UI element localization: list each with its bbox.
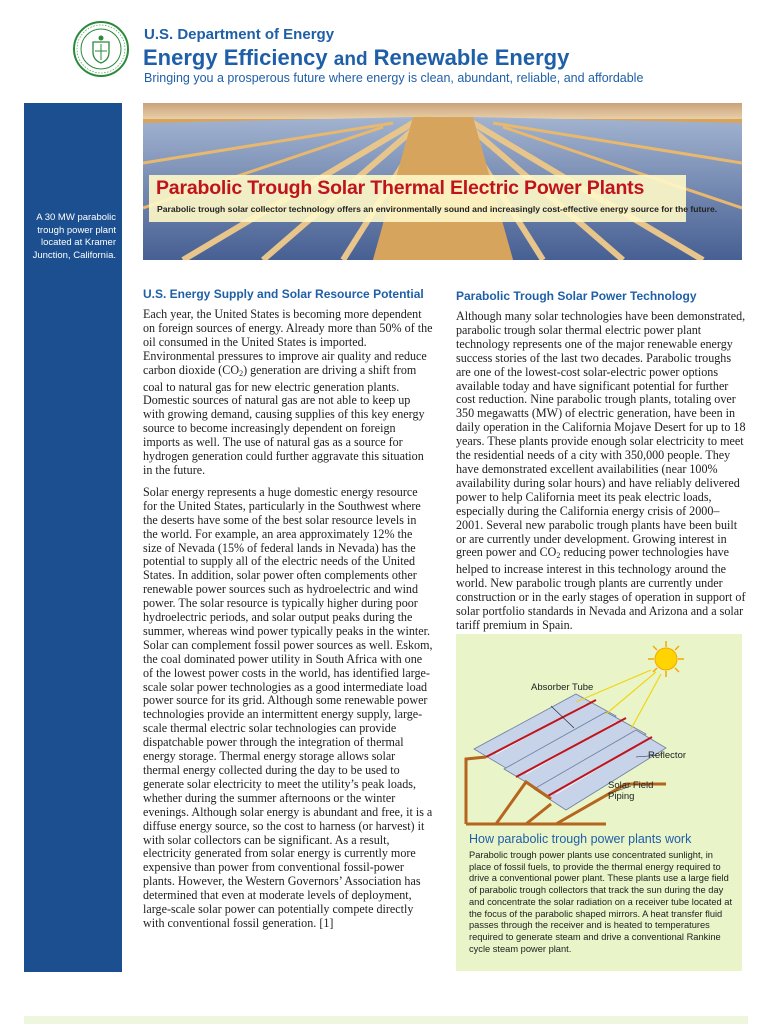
office-name	[143, 45, 569, 71]
tagline: Bringing you a prosperous future where energy is clean, abundant, reliable, and affordable	[144, 71, 644, 85]
left-column	[143, 287, 433, 939]
department-name: U.S. Department of Energy	[144, 26, 335, 43]
left-heading: U.S. Energy Supply and Solar Resource Potential	[143, 287, 424, 301]
left-paragraph-1: Each year, the United States is becoming more dependent on foreign sources of energy. Already more than 50% of the oil consumed in the United States is imported. Environmental pressures to improve air quality and reduce carbon dioxide $(CO_2)$ generation are driving a shift from coal to natural gas for new electric generation plants. Domestic sources of natural gas are not able to keep up with growing demand, causing supplies of this key energy source to become increasingly dependent on foreign imports as well. The use of natural gas as a source for hydrogen generation could further aggravate this situation in the future.	[143, 307, 433, 477]
photo-caption: A 30 MW parabolic trough power plant located at Kramer Junction, California.	[32, 212, 116, 261]
diagram-body: Parabolic trough power plants use concentrated sunlight, in place of fossil fuels, to provide the thermal energy required to drive a conventional power plant. These plants use a large field of parabolic trough collectors that track the sun during the day and concentrate the solar radiation on a receiver tube located at the focus of the parabolic shaped mirrors. A heat transfer fluid passes through the receiver and is heated to temperatures required to generate steam and drive a conventional Rankine cycle steam power plant.	[469, 850, 733, 954]
office-name-and: and	[333, 49, 368, 70]
page-title: Parabolic Trough Solar Thermal Electric Power Plants	[156, 177, 645, 199]
diagram-title: How parabolic trough power plants work	[469, 832, 692, 846]
trough-diagram	[456, 634, 742, 971]
title-banner	[149, 175, 718, 222]
office-name-part1: Energy Efficiency	[143, 45, 328, 70]
label-solar-field-piping: Solar Field Piping	[608, 780, 654, 802]
sun-icon	[648, 641, 684, 677]
right-column	[456, 289, 746, 641]
right-heading: Parabolic Trough Solar Power Technology	[456, 289, 697, 303]
right-paragraph-1: Although many solar technologies have been demonstrated, parabolic trough solar thermal electric power plant technology represents one of the major renewable energy success stories of the last two decades. Parabolic troughs are one of the lowest-cost solar-electric power options available today and have significant potential for further cost reduction. Nine parabolic trough plants, totaling over 350 megawatts (MW) of electric generation, have been in daily operation in the California Mojave Desert for up to 18 years. These plants provide enough solar electricity to meet the residential needs of a city with 350,000 people. They have demonstrated excellent availabilities (near 100% availability during solar hours) and have reliably delivered power to help California meet its peak electric loads, especially during the California energy crisis of 2000–2001. Several new parabolic trough plants have been built or are currently under development. Growing interest in green power and $CO_2$ reducing power technologies have helped to increase interest in this technology around the world. New parabolic trough plants are currently under construction or in the early stages of operation in support of solar portfolio standards in Nevada and Arizona and a solar tariff premium in Spain.	[456, 309, 746, 632]
bottom-band	[24, 1016, 748, 1024]
page-subtitle: Parabolic trough solar collector technology offers an environmentally sound and increasingly cost-effective energy source for the future.	[157, 204, 718, 214]
left-paragraph-2: Solar energy represents a huge domestic energy resource for the United States, particularly in the Southwest where the deserts have some of the best solar resource levels in the world. For example, an area approximately 12% the size of Nevada (15% of federal lands in Nevada) has the potential to supply all of the electric needs of the United States. In addition, solar power often complements other renewable power sources such as hydroelectric and wind power. The solar resource is typically higher during poor hydroelectric periods, and solar output peaks during the summer, whereas wind power typically peaks in the winter. Solar can complement fossil power sources as well. Eskom, the coal dominated power utility in South Africa with one of the lowest power costs in the world, has identified large-scale solar power technologies as a good intermediate load power source for its grid. Although some renewable power technologies provide an intermittent energy supply, large-scale thermal electric solar technologies can provide dispatchable power through the integration of thermal energy storage. Thermal energy storage allows solar thermal energy collected during the day to be used to generate solar electricity to meet the utility’s peak loads, whether during the summer afternoons or the winter evenings. Although solar energy is abundant and free, it is a diffuse energy source, so the cost to harness (or harvest) it with solar collectors can be significant. As a result, electricity generated from solar energy is currently more expensive than power from conventional fossil-power plants. However, the Western Governors’ Association has determined that even at moderate levels of deployment, large-scale solar power can potentially compete directly with conventional fossil generation. [1]	[143, 484, 433, 930]
label-reflector: Reflector	[648, 750, 687, 761]
doe-seal-logo	[72, 20, 130, 78]
office-name-part2: Renewable Energy	[373, 45, 570, 70]
label-absorber-tube: Absorber Tube	[531, 682, 594, 693]
trough-illustration	[456, 634, 742, 829]
